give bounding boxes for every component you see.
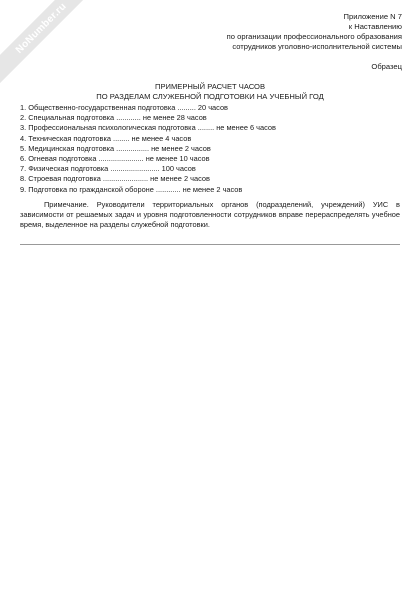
list-item: 3. Профессиональная психологическая подготовка ........ не менее 6 часов [20,123,276,133]
note-paragraph: Примечание. Руководители территориальных органов (подразделений, учреждений) УИС в зависимости от решаемых задач и уровня подготовленности сотрудников вправе перераспределять учебное время, выделенное на разделы служебной подготовки. [20,200,400,230]
list-item: 8. Строевая подготовка ...................... не менее 2 часов [20,174,210,184]
list-item: 2. Специальная подготовка ............ не менее 28 часов [20,113,207,123]
appendix-header [227,12,402,52]
list-item: 1. Общественно-государственная подготовка ......... 20 часов [20,103,228,112]
appendix-line: к Наставлению [348,22,402,31]
title-line: ПО РАЗДЕЛАМ СЛУЖЕБНОЙ ПОДГОТОВКИ НА УЧЕБНЫЙ ГОД [96,92,324,101]
title-line: ПРИМЕРНЫЙ РАСЧЕТ ЧАСОВ [154,82,266,91]
list-item: 4. Техническая подготовка ........ не менее 4 часов [20,133,192,143]
document-title [20,82,400,102]
watermark-text: NoNumber.ru [13,0,69,56]
appendix-line: Приложение N 7 [343,12,402,21]
watermark-band [0,0,101,88]
appendix-line: сотрудников уголовно-исполнительной системы [232,42,402,51]
list-item: 9. Подготовка по гражданской обороне ............ не менее 2 часов [20,184,243,194]
list-item: 6. Огневая подготовка ...................... не менее 10 часов [20,154,210,164]
sample-label: Образец [371,62,402,71]
list-item: 5. Медицинская подготовка ................ не менее 2 часов [20,143,211,153]
divider [20,244,400,245]
hours-list [20,103,276,195]
list-item: 7. Физическая подготовка ........................ 100 часов [20,164,196,174]
appendix-line: по организации профессионального образования [226,32,402,41]
